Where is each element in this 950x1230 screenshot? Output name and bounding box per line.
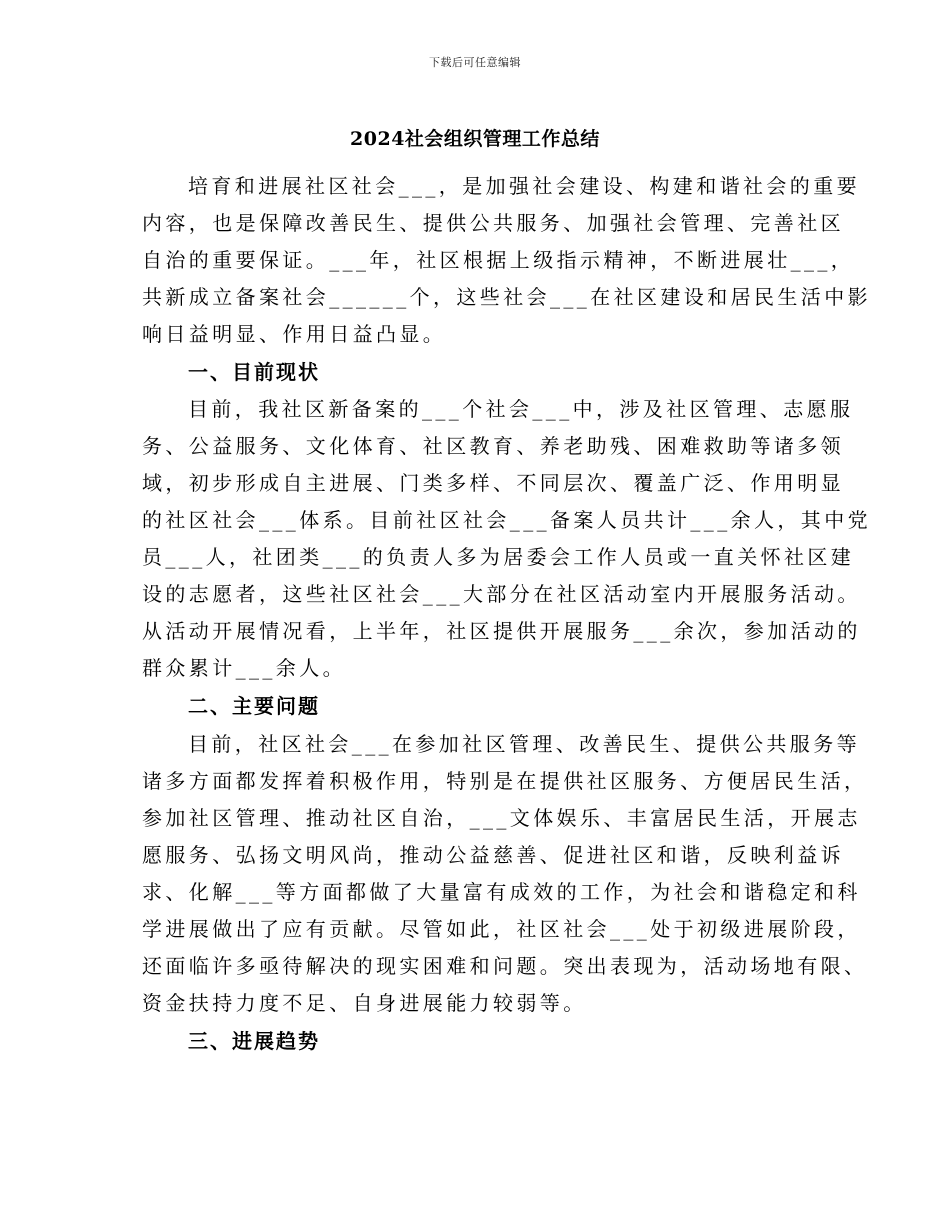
header-note: 下载后可任意编辑 (429, 56, 521, 69)
paragraph-line: 的社区社会___体系。目前社区社会___备案人员共计___余人，其中党 (142, 508, 871, 532)
paragraph-line: 目前，我社区新备案的___个社会___中，涉及社区管理、志愿服 (188, 397, 854, 421)
paragraph-line: 求、化解___等方面都做了大量富有成效的工作，为社会和谐稳定和科 (142, 880, 861, 904)
paragraph-line: 愿服务、弘扬文明风尚，推动公益慈善、促进社区和谐，反映利益诉 (142, 843, 844, 867)
document-title: 2024社会组织管理工作总结 (350, 128, 600, 150)
paragraph-line: 员___人，社团类___的负责人多为居委会工作人员或一直关怀社区建 (142, 545, 855, 569)
paragraph-line: 从活动开展情况看，上半年，社区提供开展服务___余次，参加活动的 (142, 619, 861, 643)
paragraph-line: 内容，也是保障改善民生、提供公共服务、加强社会管理、完善社区 (142, 211, 844, 235)
paragraph-line: 群众累计___余人。 (142, 656, 346, 680)
paragraph-line: 培育和进展社区社会___，是加强社会建设、构建和谐社会的重要 (188, 174, 860, 198)
paragraph-line: 资金扶持力度不足、自身进展能力较弱等。 (142, 991, 587, 1015)
paragraph-line: 设的志愿者，这些社区社会___大部分在社区活动室内开展服务活动。 (142, 582, 861, 606)
section-heading: 三、进展趋势 (188, 1029, 320, 1053)
paragraph-line: 参加社区管理、推动社区自治，___文体娱乐、丰富居民生活，开展志 (142, 806, 861, 830)
paragraph-line: 还面临许多亟待解决的现实困难和问题。突出表现为，活动场地有限、 (142, 954, 868, 978)
paragraph-line: 目前，社区社会___在参加社区管理、改善民生、提供公共服务等 (188, 732, 860, 756)
paragraph-line: 共新成立备案社会______个，这些社会___在社区建设和居民生活中影 (142, 285, 871, 309)
paragraph-line: 务、公益服务、文化体育、社区教育、养老助残、困难救助等诸多领 (142, 434, 844, 458)
paragraph-line: 学进展做出了应有贡献。尽管如此，社区社会___处于初级进展阶段， (142, 917, 861, 941)
section-heading: 二、主要问题 (188, 694, 320, 718)
paragraph-line: 响日益明显、作用日益凸显。 (142, 322, 447, 346)
paragraph-line: 域，初步形成自主进展、门类多样、不同层次、覆盖广泛、作用明显 (142, 471, 844, 495)
paragraph-line: 诸多方面都发挥着积极作用，特别是在提供社区服务、方便居民生活， (142, 769, 868, 793)
paragraph-line: 自治的重要保证。___年，社区根据上级指示精神，不断进展壮___， (142, 248, 855, 272)
section-heading: 一、目前现状 (188, 360, 320, 384)
